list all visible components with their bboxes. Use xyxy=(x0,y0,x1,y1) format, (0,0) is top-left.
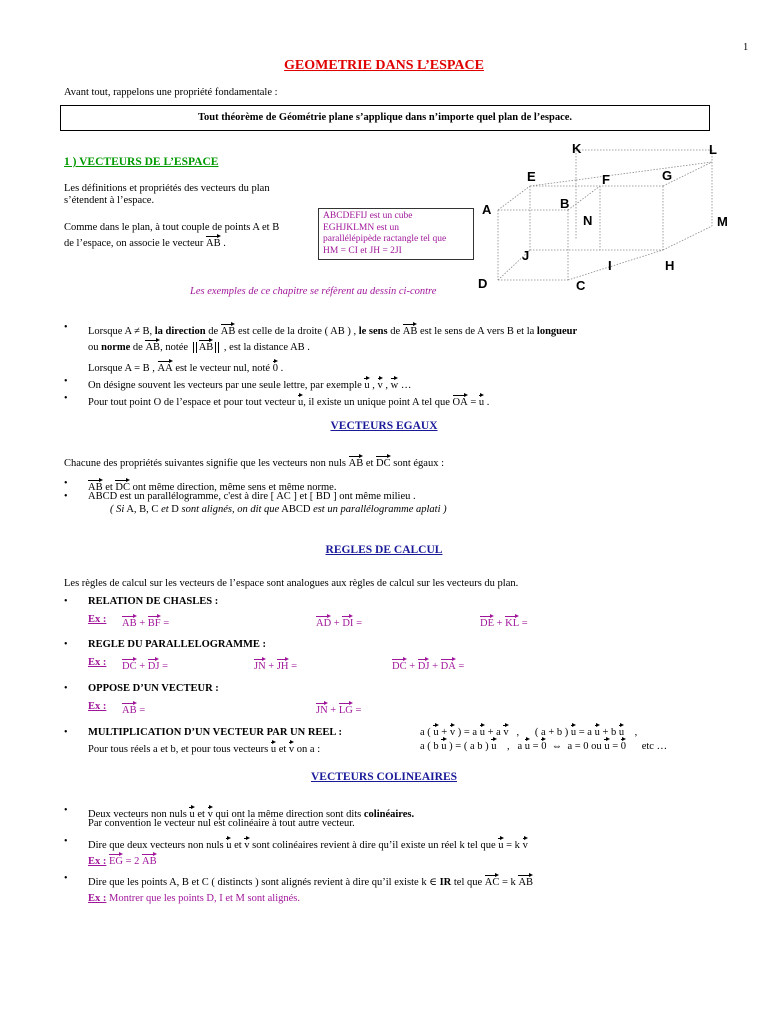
point-n: N xyxy=(583,213,593,228)
vector-zero: 0 xyxy=(273,359,278,374)
colin-heading-wrap xyxy=(0,771,768,783)
vector-dc: DC xyxy=(376,454,391,469)
ex-label: Ex : xyxy=(88,701,107,712)
oppose-ex1: AB = xyxy=(122,701,145,716)
b3-a: Pour tout point O de l’espace et pour tout vecteur xyxy=(88,397,296,408)
vector-ab: AB xyxy=(206,234,221,249)
para-ex2: JN + JH = xyxy=(254,657,297,672)
colin-ex2 xyxy=(88,893,300,904)
bullet-icon: • xyxy=(64,873,68,884)
mult-title: MULTIPLICATION D’UN VECTEUR PAR UN REEL : xyxy=(88,727,342,738)
point-d: D xyxy=(478,276,488,291)
bullet3: Pour tout point O de l’espace et pour tout vecteur u, il existe un unique point A tel que OA = u . xyxy=(88,393,489,408)
ex-label: Ex : xyxy=(88,893,107,904)
note-b: A, B, C xyxy=(126,504,159,515)
point-g: G xyxy=(662,168,673,183)
colin-heading: VECTEURS COLINEAIRES xyxy=(310,771,458,783)
cube-note-line: HM = CI et JH = 2JI xyxy=(323,245,402,256)
note-g: est un parallélogramme aplati ) xyxy=(313,504,447,515)
mult-sub-a: Pour tous réels a et b, et pour tous vecteurs xyxy=(88,744,269,755)
egaux-intro xyxy=(64,454,444,469)
point-k: K xyxy=(572,141,582,156)
colin-b1-a: Deux vecteurs non nuls xyxy=(88,809,187,820)
ex-label: Ex : xyxy=(88,657,107,668)
chasles-ex3: DE + KL = xyxy=(480,614,528,629)
note-c: et xyxy=(161,504,169,515)
colin-b3-a: Dire que les points A, B et C ( distincts ) sont alignés revient à dire qu’il existe k ∈ xyxy=(88,877,437,888)
colin-b3-r: IR xyxy=(439,877,452,888)
regles-heading: REGLES DE CALCUL xyxy=(325,544,443,556)
point-c: C xyxy=(576,278,586,293)
vector-u: u xyxy=(479,393,484,408)
mult-sub: Pour tous réels a et b, et pour tous vecteurs u et v on a : xyxy=(88,740,320,755)
b1-a: Lorsque A ≠ B, xyxy=(88,326,153,337)
colin-b2-c: sont colinéaires revient à dire qu’il existe un réel k tel que xyxy=(252,840,496,851)
para-title: REGLE DU PARALLELOGRAMME : xyxy=(88,639,267,650)
bullet-icon: • xyxy=(64,683,68,694)
colin-b2-a: Dire que deux vecteurs non nuls xyxy=(88,840,224,851)
chasles-ex2: AD + DI = xyxy=(316,614,362,629)
mult-sub-c: on a : xyxy=(296,744,321,755)
cube-note-box xyxy=(318,208,474,260)
vector-u: u xyxy=(364,376,369,391)
colin-b3: Dire que les points A, B et C ( distincts ) sont alignés revient à dire qu’il existe k ∈ IR tel que AC = k AB xyxy=(88,873,533,888)
colin-b2-b: et xyxy=(234,840,242,851)
bullet2: On désigne souvent les vecteurs par une seule lettre, par exemple u , v , w … xyxy=(88,376,411,391)
ex-label: Ex : xyxy=(88,856,107,867)
point-i: I xyxy=(608,258,612,273)
regles-heading-wrap xyxy=(0,544,768,556)
point-j: J xyxy=(522,248,530,263)
vector-w: w xyxy=(391,376,399,391)
colin-b1-b: et xyxy=(197,809,205,820)
b1-b: de xyxy=(208,326,219,337)
colin-ex2-text: Montrer que les points D, I et M sont alignés. xyxy=(109,893,301,904)
bullet-icon: • xyxy=(64,727,68,738)
vector-aa: AA xyxy=(158,359,173,374)
bullet-icon: • xyxy=(64,491,68,502)
egaux-intro-b: et xyxy=(365,458,374,469)
vector-oa: OA xyxy=(453,393,468,408)
point-b: B xyxy=(560,196,570,211)
egaux-intro-c: sont égaux : xyxy=(393,458,444,469)
bullet-icon: • xyxy=(64,478,68,489)
bullet-icon: • xyxy=(64,639,68,650)
bullet-icon: • xyxy=(64,596,68,607)
theorem-box: Tout théorème de Géométrie plane s’applique dans n’importe quel plan de l’espace. xyxy=(60,105,710,131)
bullet-icon: • xyxy=(64,322,68,333)
point-l: L xyxy=(709,142,717,157)
vector-ab: AB xyxy=(349,454,364,469)
vector-u: u xyxy=(298,393,303,408)
mult-formula2: a ( b u ) = ( a b ) u , a u = 0 ⇔ a = 0 ou u = 0 etc … xyxy=(420,737,667,752)
bullet-icon: • xyxy=(64,393,68,404)
point-h: H xyxy=(665,258,675,273)
oppose-ex2: JN + LG = xyxy=(316,701,361,716)
colin-ex1: Ex : EG = 2 AB xyxy=(88,852,157,867)
colin-b1-c: qui ont la même direction sont dits xyxy=(215,809,362,820)
vector-ab: AB xyxy=(199,338,214,353)
vector-ab: AB xyxy=(145,338,160,353)
mult-sub-b: et xyxy=(278,744,287,755)
cube-note-line: ABCDEFIJ est un cube xyxy=(323,211,413,221)
b1-c: est celle de la droite ( AB ) , xyxy=(237,326,357,337)
egaux-b2: ABCD est un parallélogramme, c'est à dire [ AC ] et [ BD ] ont même milieu . xyxy=(88,491,416,502)
b1-i: Lorsque A = B , xyxy=(88,363,155,374)
vector-ab: AB xyxy=(403,322,418,337)
cube-diagram xyxy=(480,140,740,300)
colin-b1-l2: Par convention le vecteur nul est colinéaire à tout autre vecteur. xyxy=(88,818,355,829)
colin-b3-b: tel que xyxy=(453,877,483,888)
page-number: 1 xyxy=(743,42,749,53)
b1-ou: ou xyxy=(88,342,99,353)
b1-sens: le sens xyxy=(358,326,388,337)
bullet1-line2 xyxy=(88,338,310,353)
b3-b: , il existe un unique point A tel que xyxy=(303,397,450,408)
egaux-b2-note xyxy=(110,504,447,515)
vector-dc: DC xyxy=(115,478,130,493)
colin-b2: Dire que deux vecteurs non nuls u et v sont colinéaires revient à dire qu’il existe un réel k tel que u = k v xyxy=(88,836,528,851)
section1-p1-l1: Les définitions et propriétés des vecteurs du plan xyxy=(64,183,270,194)
b1-j: est le vecteur nul, noté xyxy=(175,363,271,374)
vector-ab: AB xyxy=(88,478,103,493)
b1-dir: la direction xyxy=(154,326,206,337)
b2-text: On désigne souvent les vecteurs par une seule lettre, par exemple xyxy=(88,380,362,391)
b1-e: est le sens de A vers B et la xyxy=(419,326,535,337)
cube-note-line: EGHJKLMN est un xyxy=(323,222,399,233)
cube-note-line: parallélépipède ractangle tel que xyxy=(323,234,447,244)
bullet1-line1 xyxy=(88,322,577,337)
vector-ab: AB xyxy=(221,322,236,337)
egaux-heading-wrap xyxy=(0,420,768,432)
b1-long: longueur xyxy=(536,326,578,337)
point-f: F xyxy=(602,172,610,187)
vector-v: v xyxy=(378,376,383,391)
egaux-b1-b: ont même direction, même sens et même norme. xyxy=(132,482,337,493)
examples-note: Les exemples de ce chapitre se réfèrent au dessin ci-contre xyxy=(190,286,437,297)
bullet-icon: • xyxy=(64,376,68,387)
egaux-b1-a: et xyxy=(105,482,113,493)
b1-d: de xyxy=(390,326,401,337)
section1-heading: 1 ) VECTEURS DE L’ESPACE xyxy=(64,156,219,168)
note-e: sont alignés, on dit que xyxy=(181,504,280,515)
b1-norme: norme xyxy=(101,342,131,353)
colin-b1: Deux vecteurs non nuls u et v qui ont la même direction sont dits colinéaires. xyxy=(88,805,414,820)
b1-h: , est la distance AB . xyxy=(223,342,310,353)
point-m: M xyxy=(717,214,728,229)
ex-label: Ex : xyxy=(88,614,107,625)
intro-text: Avant tout, rappelons une propriété fondamentale : xyxy=(64,87,278,98)
oppose-title: OPPOSE D’UN VECTEUR : xyxy=(88,683,219,694)
page-title: GEOMETRIE DANS L’ESPACE xyxy=(284,58,484,73)
norm-bars xyxy=(193,342,220,353)
note-d: D xyxy=(171,504,179,515)
chasles-title: RELATION DE CHASLES : xyxy=(88,596,219,607)
regles-intro: Les règles de calcul sur les vecteurs de l’espace sont analogues aux règles de calcul sur les vecteurs du plan. xyxy=(64,578,519,589)
egaux-intro-a: Chacune des propriétés suivantes signifie que les vecteurs non nuls xyxy=(64,458,346,469)
point-e: E xyxy=(527,169,536,184)
section1-p2-l1: Comme dans le plan, à tout couple de points A et B xyxy=(64,222,280,233)
b1-g: , notée xyxy=(160,342,189,353)
point-a: A xyxy=(482,202,492,217)
section1-p1-l2: s’étendent à l’espace. xyxy=(64,195,155,206)
para-ex1: DC + DJ = xyxy=(122,657,168,672)
bullet-icon: • xyxy=(64,805,68,816)
note-a: ( Si xyxy=(110,504,125,515)
chasles-ex1: AB + BF = xyxy=(122,614,169,629)
b1-f: de xyxy=(132,342,143,353)
note-f: ABCD xyxy=(281,504,311,515)
para-ex3: DC + DJ + DA = xyxy=(392,657,464,672)
bullet-icon: • xyxy=(64,836,68,847)
section1-p2-l2-text: de l’espace, on associe le vecteur xyxy=(64,238,204,249)
colin-b1-d: colinéaires. xyxy=(363,809,415,820)
egaux-heading: VECTEURS EGAUX xyxy=(330,420,438,432)
mult-formula1: a ( u + v ) = a u + a v , ( a + b ) u = a u + b u , xyxy=(420,723,637,738)
bullet1-line3: Lorsque A = B , AA est le vecteur nul, noté 0 . xyxy=(88,359,283,374)
section1-p2-l2: de l’espace, on associe le vecteur AB . xyxy=(64,234,226,249)
